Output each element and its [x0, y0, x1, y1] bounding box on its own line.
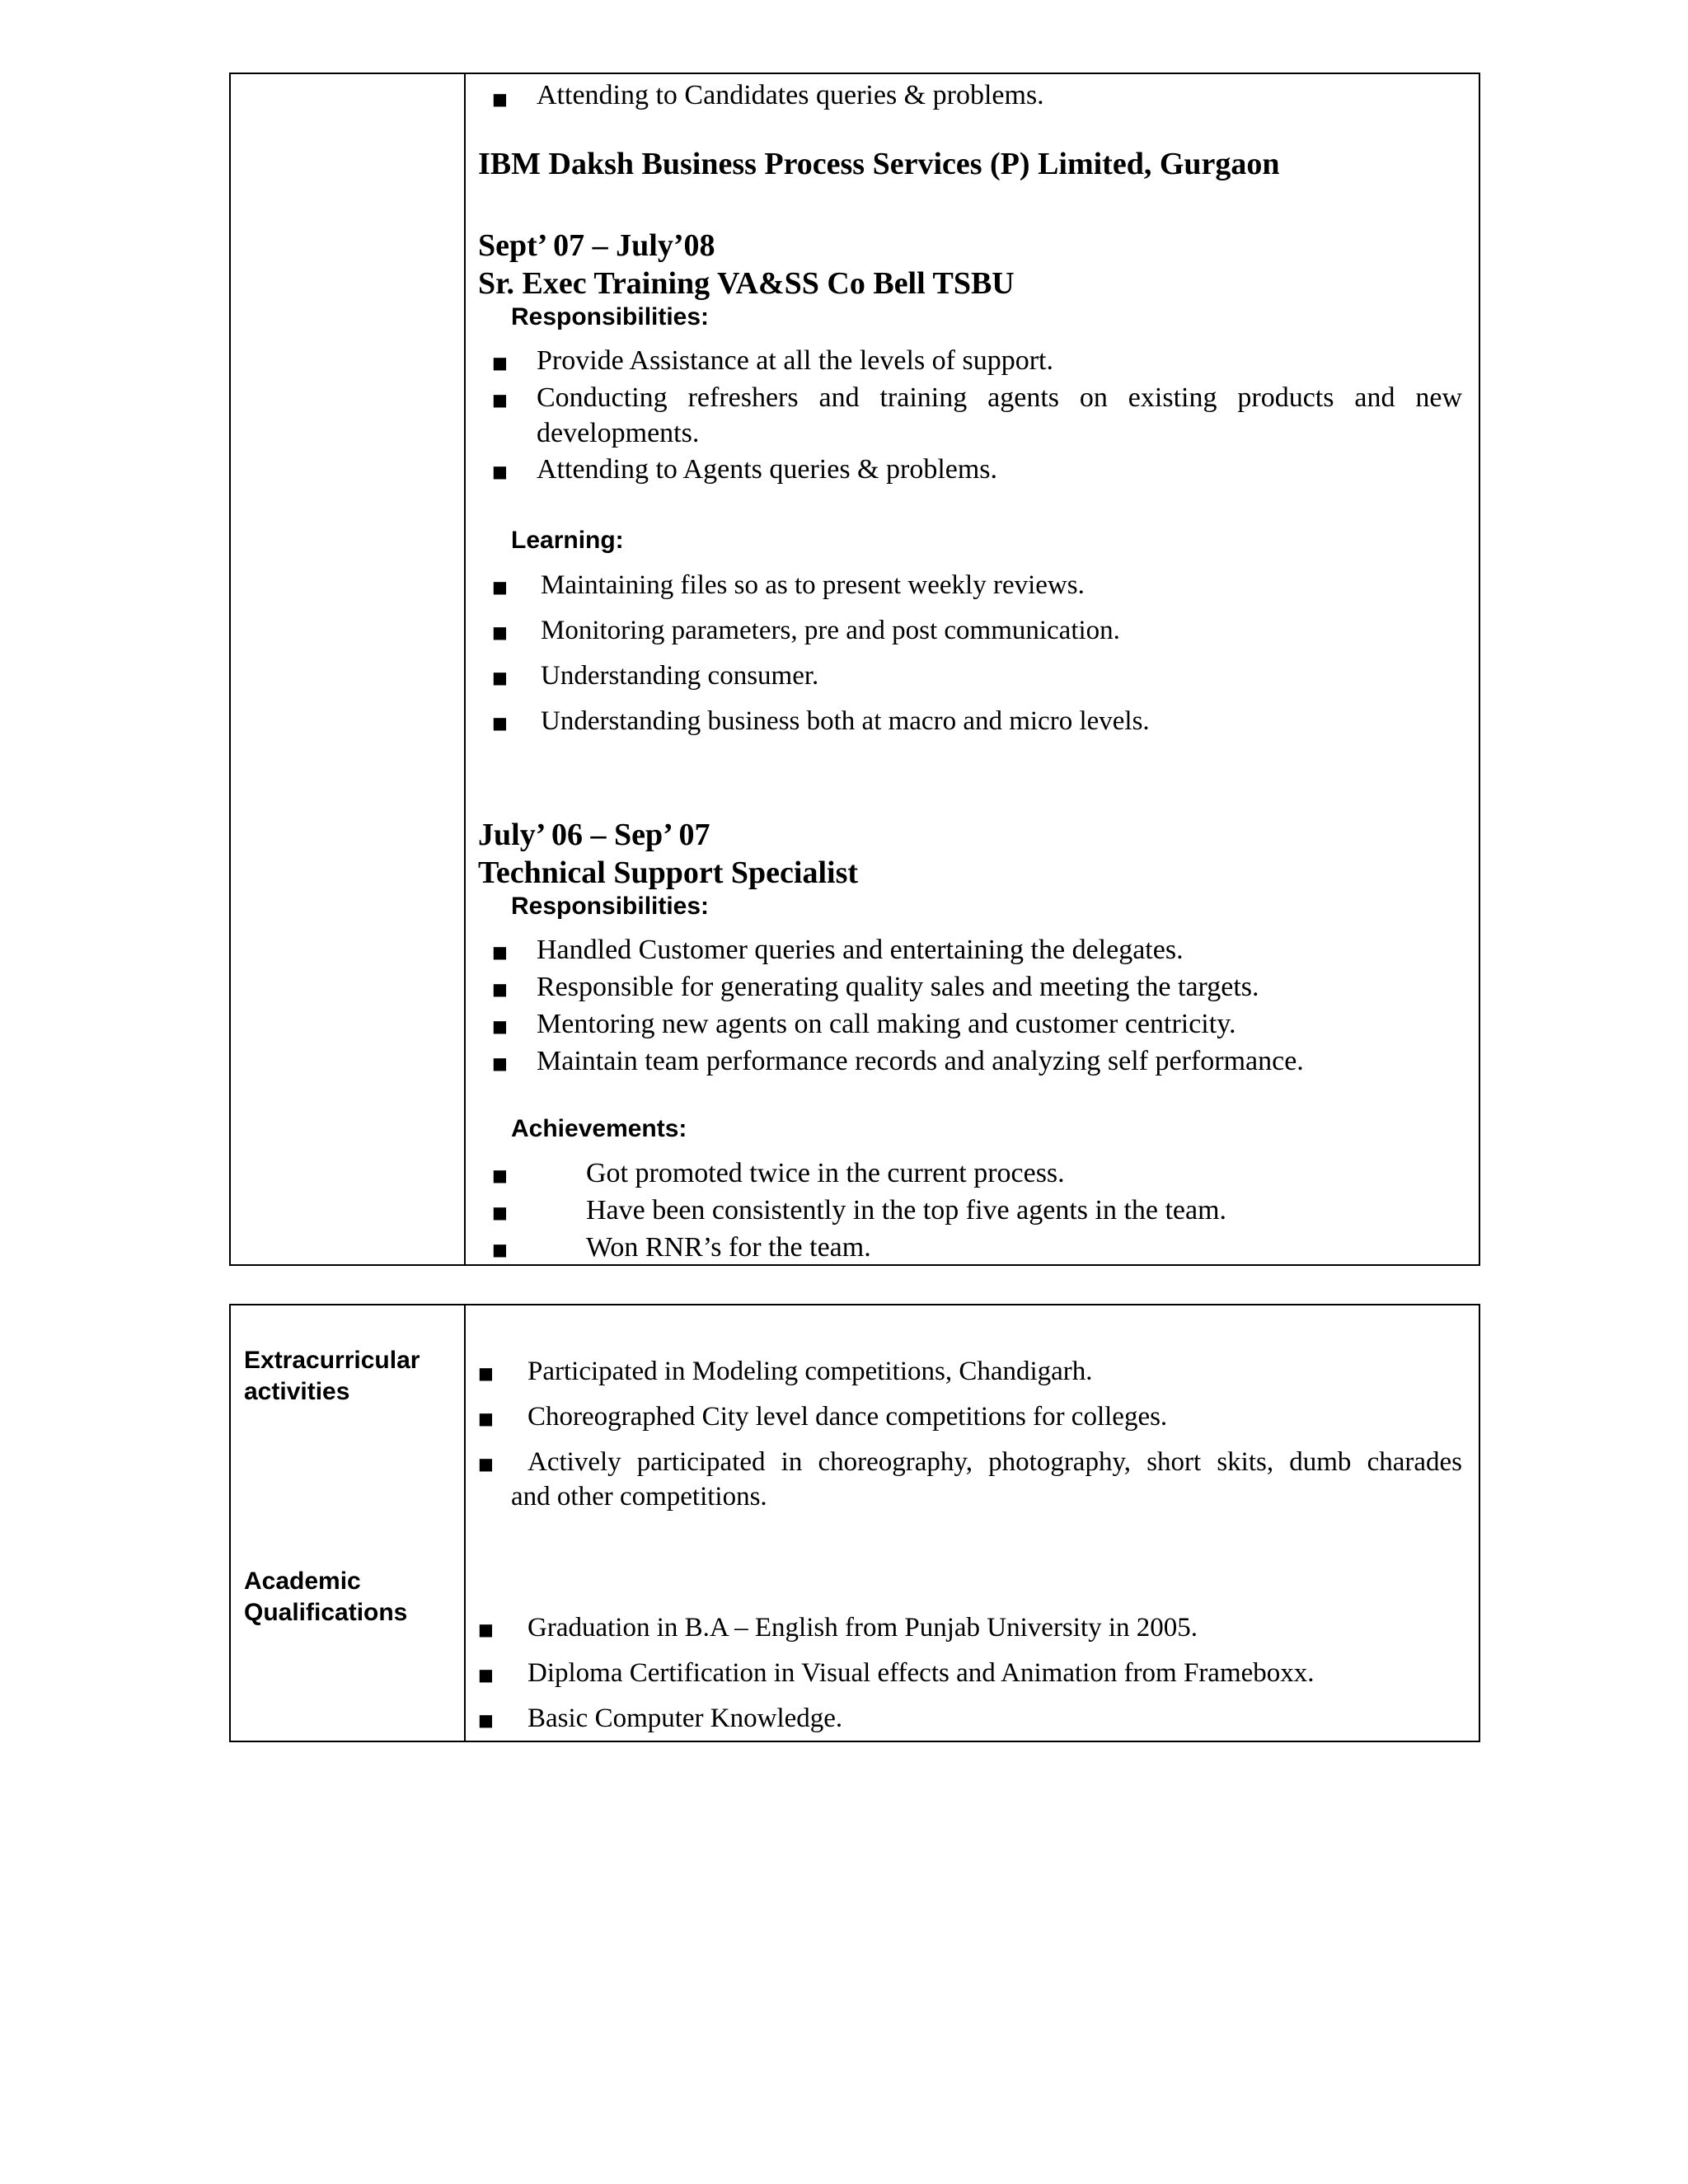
responsibility-item: Responsible for generating quality sales and meeting the targets.: [537, 972, 1259, 1002]
responsibilities-heading: Responsibilities:: [511, 893, 710, 920]
experience-table: [229, 73, 1480, 1266]
extracurricular-item-continued: and other competitions.: [511, 1482, 767, 1511]
bullet-icon: ■: [492, 89, 508, 109]
academic-item: Diploma Certification in Visual effects and Animation from Frameboxx.: [528, 1658, 1315, 1688]
job-period: July’ 06 – Sep’ 07: [478, 818, 710, 852]
responsibility-item: Attending to Agents queries & problems.: [537, 454, 998, 485]
academic-item: Basic Computer Knowledge.: [528, 1704, 843, 1733]
bullet-icon: ■: [492, 462, 508, 481]
bullet-icon: ■: [492, 713, 508, 733]
job-title: Technical Support Specialist: [478, 855, 859, 890]
learning-item: Monitoring parameters, pre and post communication.: [541, 616, 1120, 645]
bullet-icon: ■: [478, 1363, 494, 1383]
extracurricular-item: Choreographed City level dance competitions for colleges.: [528, 1402, 1168, 1432]
achievements-heading: Achievements:: [511, 1115, 687, 1142]
column-divider: [464, 1305, 466, 1741]
academic-label: Academic Qualifications: [244, 1568, 408, 1626]
learning-item: Maintaining files so as to present weekly reviews.: [541, 570, 1085, 600]
bullet-icon: ■: [492, 1053, 508, 1073]
bullet-icon: ■: [492, 622, 508, 642]
achievement-item: Have been consistently in the top five agents in the team.: [586, 1195, 1227, 1226]
bullet-icon: ■: [478, 1710, 494, 1730]
bullet-icon: ■: [492, 979, 508, 999]
responsibility-item: Maintain team performance records and analyzing self performance.: [537, 1046, 1304, 1076]
learning-item: Understanding business both at macro and micro levels.: [541, 706, 1150, 736]
bullet-icon: ■: [492, 1202, 508, 1222]
bullet-icon: ■: [478, 1619, 494, 1639]
responsibility-item-continued: developments.: [537, 418, 700, 448]
extracurricular-item: Participated in Modeling competitions, Chandigarh.: [528, 1357, 1093, 1386]
bullet-text: Attending to Candidates queries & problems.: [537, 80, 1044, 110]
job-period: Sept’ 07 – July’08: [478, 228, 715, 263]
column-divider: [464, 74, 466, 1264]
learning-item: Understanding consumer.: [541, 661, 819, 691]
bullet-icon: ■: [492, 390, 508, 410]
bullet-icon: ■: [492, 1240, 508, 1259]
achievement-item: Won RNR’s for the team.: [586, 1232, 871, 1263]
bullet-icon: ■: [492, 353, 508, 373]
bullet-icon: ■: [492, 1165, 508, 1185]
bullet-icon: ■: [492, 1016, 508, 1036]
extracurricular-item: Actively participated in choreography, photography, short skits, dumb charades: [528, 1447, 1462, 1477]
responsibility-item: Handled Customer queries and entertaining the delegates.: [537, 935, 1184, 965]
learning-heading: Learning:: [511, 527, 624, 554]
bullet-icon: ■: [492, 668, 508, 687]
responsibilities-heading: Responsibilities:: [511, 303, 710, 330]
academic-item: Graduation in B.A – English from Punjab University in 2005.: [528, 1613, 1198, 1643]
responsibility-item: Mentoring new agents on call making and customer centricity.: [537, 1009, 1236, 1039]
company-name: IBM Daksh Business Process Services (P) Limited, Gurgaon: [478, 147, 1280, 181]
bullet-icon: ■: [492, 577, 508, 597]
bullet-icon: ■: [478, 1665, 494, 1685]
responsibility-item: Provide Assistance at all the levels of support.: [537, 345, 1053, 376]
job-title: Sr. Exec Training VA&SS Co Bell TSBU: [478, 266, 1015, 301]
extracurricular-label: Extracurricular activities: [244, 1347, 420, 1405]
bullet-icon: ■: [478, 1408, 494, 1428]
achievement-item: Got promoted twice in the current process.: [586, 1158, 1065, 1188]
responsibility-item: Conducting refreshers and training agents on existing products and new: [537, 382, 1462, 413]
bullet-icon: ■: [492, 942, 508, 962]
bullet-icon: ■: [478, 1454, 494, 1474]
